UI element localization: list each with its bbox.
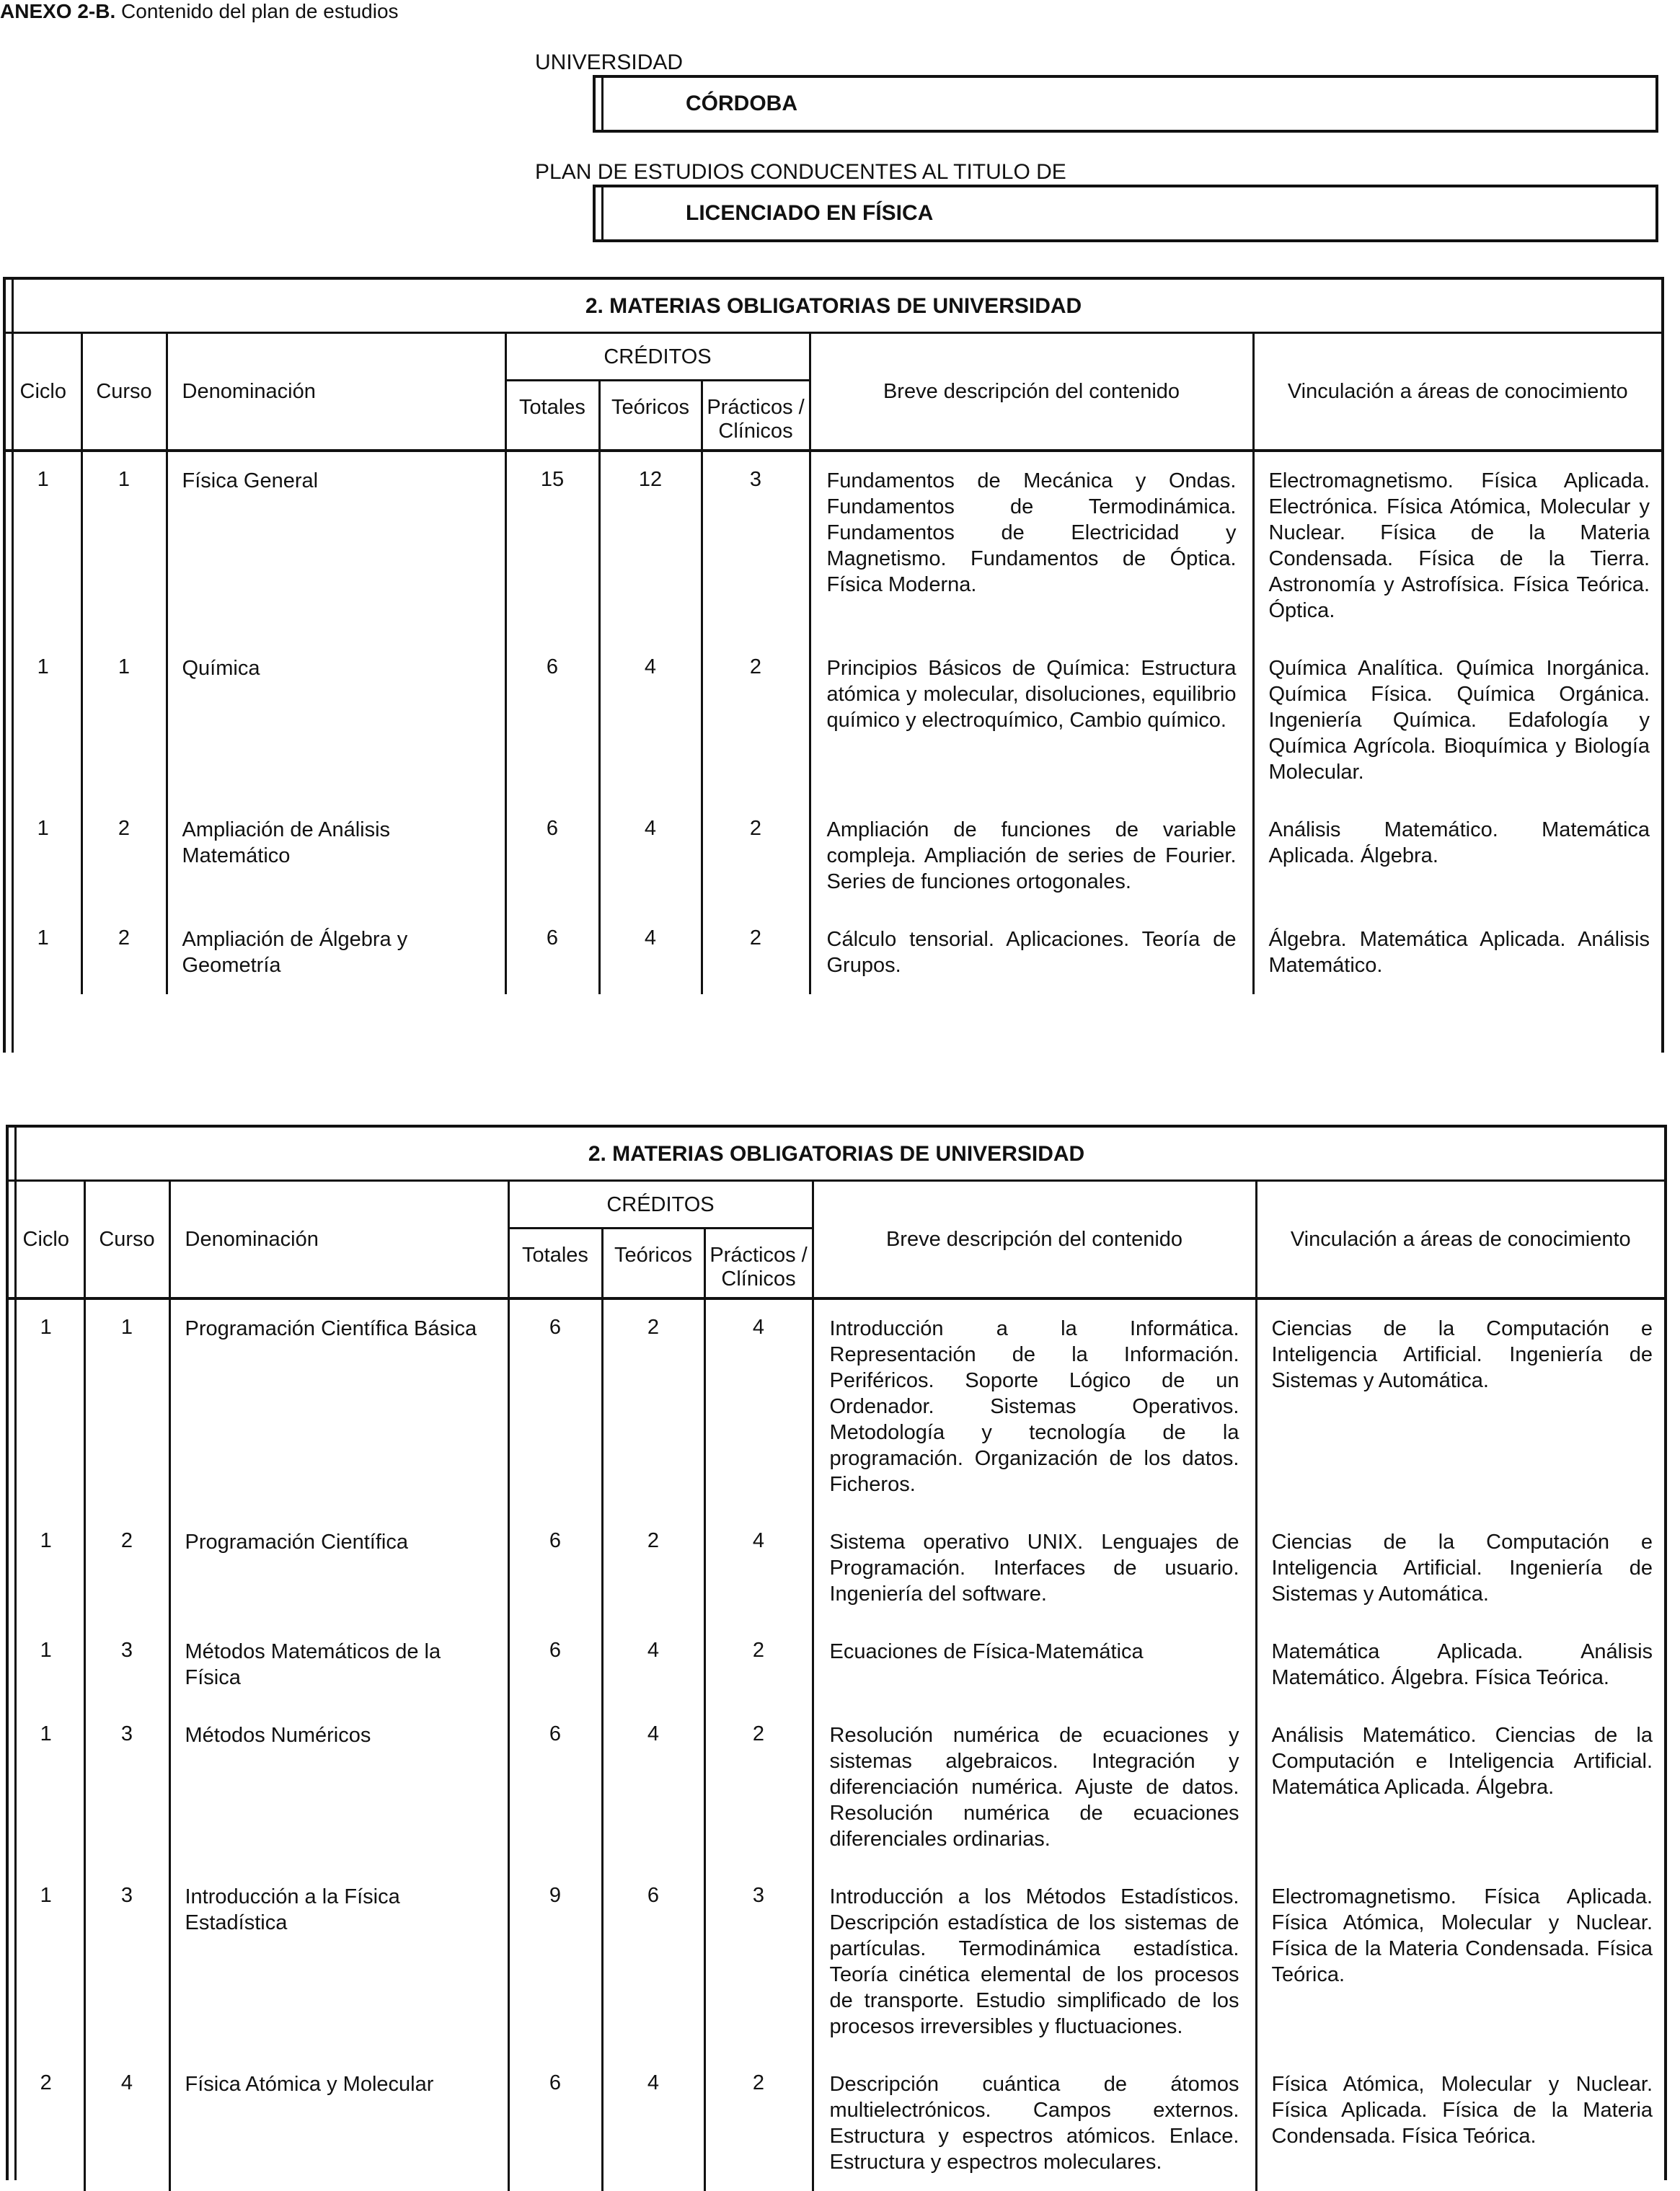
cell-descripcion: Ecuaciones de Física-Matemática (813, 1623, 1256, 1707)
cell-denominacion: Programación Científica (169, 1513, 508, 1623)
cell-practicos: 3 (702, 451, 810, 639)
col-denominacion: Denominación (169, 1181, 508, 1299)
university-box (593, 75, 1658, 133)
cell-ciclo: 2 (40, 2071, 52, 2094)
col-creditos: CRÉDITOS (508, 1181, 813, 1229)
col-denominacion: Denominación (167, 333, 505, 451)
col-practicos: Prácticos / Clínicos (704, 1229, 813, 1299)
cell-curso: 1 (81, 639, 167, 801)
cell-vinculacion: Análisis Matemático. Ciencias de la Computación e Inteligencia Artificial. Matemática Aplicada. Álgebra. (1256, 1707, 1664, 1868)
table-row (6, 801, 1661, 911)
col-vinculacion: Vinculación a áreas de conocimiento (1253, 333, 1661, 451)
cell-teoricos: 12 (599, 451, 702, 639)
cell-vinculacion: Matemática Aplicada. Análisis Matemático. Álgebra. Física Teórica. (1256, 1623, 1664, 1707)
table-2-title: 2. MATERIAS OBLIGATORIAS DE UNIVERSIDAD (9, 1128, 1664, 1181)
cell-denominacion: Ampliación de Álgebra y Geometría (167, 911, 505, 994)
cell-teoricos: 4 (599, 639, 702, 801)
table-1-title: 2. MATERIAS OBLIGATORIAS DE UNIVERSIDAD (6, 280, 1661, 333)
cell-totales: 6 (505, 911, 599, 994)
cell-denominacion: Física Atómica y Molecular (169, 2055, 508, 2191)
col-curso: Curso (81, 333, 167, 451)
cell-vinculacion: Electromagnetismo. Física Aplicada. Física Atómica, Molecular y Nuclear. Física de la Materia Condensada. Física Teórica. (1256, 1868, 1664, 2055)
cell-teoricos: 2 (602, 1513, 704, 1623)
cell-ciclo: 1 (37, 926, 49, 950)
cell-curso: 3 (84, 1623, 169, 1707)
cell-curso: 2 (81, 801, 167, 911)
cell-practicos: 2 (704, 2055, 813, 2191)
cell-ciclo: 1 (37, 655, 49, 678)
university-label: UNIVERSIDAD (535, 50, 684, 74)
table-row (9, 2055, 1664, 2191)
cell-practicos: 2 (704, 1707, 813, 1868)
cell-vinculacion: Álgebra. Matemática Aplicada. Análisis Matemático. (1253, 911, 1661, 994)
table-row (6, 911, 1661, 994)
table-1 (3, 277, 1664, 1053)
col-teoricos: Teóricos (599, 381, 702, 451)
cell-ciclo: 1 (40, 1884, 52, 1907)
col-curso: Curso (84, 1181, 169, 1299)
cell-ciclo: 1 (40, 1722, 52, 1745)
col-ciclo: Ciclo (9, 1181, 84, 1299)
cell-denominacion: Química (167, 639, 505, 801)
cell-totales: 6 (505, 801, 599, 911)
cell-denominacion: Programación Científica Básica (169, 1298, 508, 1513)
cell-practicos: 2 (702, 911, 810, 994)
col-descripcion: Breve descripción del contenido (810, 333, 1253, 451)
cell-denominacion: Física General (167, 451, 505, 639)
col-descripcion: Breve descripción del contenido (813, 1181, 1256, 1299)
cell-practicos: 2 (702, 801, 810, 911)
cell-descripcion: Sistema operativo UNIX. Lenguajes de Programación. Interfaces de usuario. Ingeniería del software. (813, 1513, 1256, 1623)
table-row (9, 1623, 1664, 1707)
cell-ciclo: 1 (40, 1529, 52, 1552)
cell-curso: 3 (84, 1868, 169, 2055)
cell-teoricos: 4 (599, 801, 702, 911)
col-ciclo: Ciclo (6, 333, 81, 451)
cell-descripcion: Introducción a la Informática. Representación de la Información. Periféricos. Soporte Lógico de un Ordenador. Sistemas Operativos. Metodología y tecnología de la programación. Organización de los datos. Ficheros. (813, 1298, 1256, 1513)
cell-totales: 15 (505, 451, 599, 639)
cell-practicos: 4 (704, 1298, 813, 1513)
table-row (9, 1513, 1664, 1623)
cell-teoricos: 6 (602, 1868, 704, 2055)
cell-teoricos: 4 (602, 1707, 704, 1868)
cell-denominacion: Ampliación de Análisis Matemático (167, 801, 505, 911)
table-row (9, 1868, 1664, 2055)
col-vinculacion: Vinculación a áreas de conocimiento (1256, 1181, 1664, 1299)
cell-vinculacion: Análisis Matemático. Matemática Aplicada. Álgebra. (1253, 801, 1661, 911)
cell-totales: 6 (508, 1707, 602, 1868)
cell-vinculacion: Ciencias de la Computación e Inteligencia Artificial. Ingeniería de Sistemas y Automática. (1256, 1298, 1664, 1513)
cell-descripcion: Fundamentos de Mecánica y Ondas. Fundamentos de Termodinámica. Fundamentos de Electricidad y Magnetismo. Fundamentos de Óptica. Física Moderna. (810, 451, 1253, 639)
cell-vinculacion: Electromagnetismo. Física Aplicada. Electrónica. Física Atómica, Molecular y Nuclear. Física de la Materia Condensada. Física de la Tierra. Astronomía y Astrofísica. Física Teórica. Óptica. (1253, 451, 1661, 639)
university-name: CÓRDOBA (686, 92, 797, 115)
cell-practicos: 2 (702, 639, 810, 801)
cell-curso: 2 (84, 1513, 169, 1623)
cell-vinculacion: Química Analítica. Química Inorgánica. Química Física. Química Orgánica. Ingeniería Química. Edafología y Química Agrícola. Bioquímica y Biología Molecular. (1253, 639, 1661, 801)
annex-label: ANEXO 2-B. (0, 0, 116, 22)
cell-totales: 6 (508, 1623, 602, 1707)
annex-text: Contenido del plan de estudios (115, 0, 399, 22)
cell-teoricos: 2 (602, 1298, 704, 1513)
degree-box (593, 185, 1658, 242)
table-row (6, 639, 1661, 801)
cell-descripcion: Ampliación de funciones de variable compleja. Ampliación de series de Fourier. Series de funciones ortogonales. (810, 801, 1253, 911)
cell-totales: 6 (508, 1298, 602, 1513)
table-2 (6, 1125, 1667, 2180)
table-row (6, 451, 1661, 639)
cell-practicos: 2 (704, 1623, 813, 1707)
cell-descripcion: Principios Básicos de Química: Estructura atómica y molecular, disoluciones, equilibrio químico y electroquímico, Cambio químico. (810, 639, 1253, 801)
cell-practicos: 4 (704, 1513, 813, 1623)
cell-descripcion: Descripción cuántica de átomos multielectrónicos. Campos externos. Estructura y espectros atómicos. Enlace. Estructura y espectros moleculares. (813, 2055, 1256, 2191)
col-practicos: Prácticos / Clínicos (702, 381, 810, 451)
cell-ciclo: 1 (37, 468, 49, 491)
cell-vinculacion: Ciencias de la Computación e Inteligencia Artificial. Ingeniería de Sistemas y Automática. (1256, 1513, 1664, 1623)
annex-heading (0, 0, 399, 23)
cell-denominacion: Métodos Numéricos (169, 1707, 508, 1868)
col-teoricos: Teóricos (602, 1229, 704, 1299)
cell-vinculacion: Física Atómica, Molecular y Nuclear. Física Aplicada. Física de la Materia Condensada. Física Teórica. (1256, 2055, 1664, 2191)
cell-totales: 9 (508, 1868, 602, 2055)
cell-denominacion: Métodos Matemáticos de la Física (169, 1623, 508, 1707)
cell-descripcion: Resolución numérica de ecuaciones y sistemas algebraicos. Integración y diferenciación numérica. Ajuste de datos. Resolución numérica de ecuaciones diferenciales ordinarias. (813, 1707, 1256, 1868)
cell-descripcion: Introducción a los Métodos Estadísticos. Descripción estadística de los sistemas de partículas. Termodinámica estadística. Teoría cinética elemental de los procesos de transporte. Estudio simplificado de los procesos irreversibles y fluctuaciones. (813, 1868, 1256, 2055)
table-row (9, 1707, 1664, 1868)
plan-label: PLAN DE ESTUDIOS CONDUCENTES AL TITULO DE (535, 160, 1066, 184)
col-totales: Totales (508, 1229, 602, 1299)
cell-ciclo: 1 (40, 1316, 52, 1339)
cell-practicos: 3 (704, 1868, 813, 2055)
degree-name: LICENCIADO EN FÍSICA (686, 201, 934, 225)
cell-curso: 1 (84, 1298, 169, 1513)
cell-descripcion: Cálculo tensorial. Aplicaciones. Teoría de Grupos. (810, 911, 1253, 994)
cell-denominacion: Introducción a la Física Estadística (169, 1868, 508, 2055)
col-totales: Totales (505, 381, 599, 451)
col-creditos: CRÉDITOS (505, 333, 810, 381)
cell-ciclo: 1 (40, 1639, 52, 1662)
cell-curso: 2 (81, 911, 167, 994)
cell-teoricos: 4 (599, 911, 702, 994)
table-row (9, 1298, 1664, 1513)
cell-curso: 1 (81, 451, 167, 639)
cell-ciclo: 1 (37, 817, 49, 840)
cell-teoricos: 4 (602, 1623, 704, 1707)
cell-totales: 6 (508, 2055, 602, 2191)
cell-totales: 6 (508, 1513, 602, 1623)
cell-totales: 6 (505, 639, 599, 801)
cell-curso: 3 (84, 1707, 169, 1868)
cell-teoricos: 4 (602, 2055, 704, 2191)
cell-curso: 4 (84, 2055, 169, 2191)
